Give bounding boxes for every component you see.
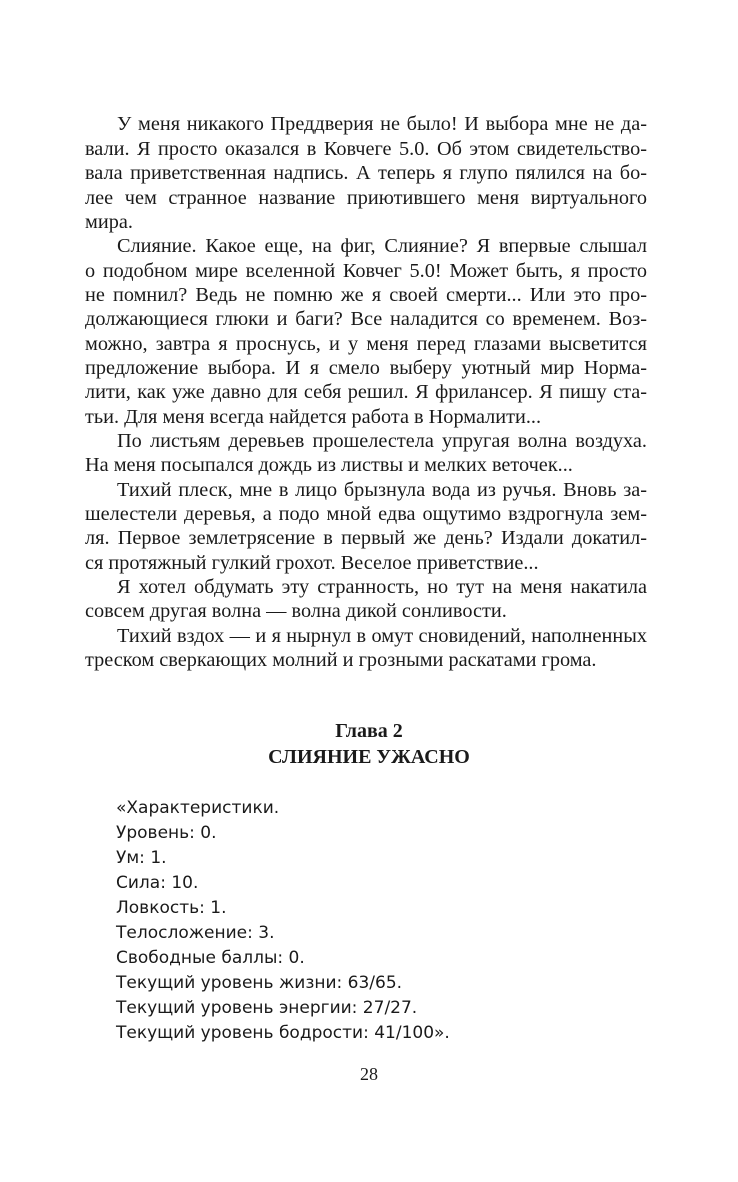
text-line: совсем другая волна — волна дикой сонливости. (85, 600, 507, 622)
chapter-number: Глава 2 (335, 720, 403, 742)
text-line: Тихий плеск, мне в лицо брызнула вода из ручья. Вновь за- (117, 479, 647, 501)
chapter-title: СЛИЯНИЕ УЖАСНО (268, 746, 470, 768)
stats-line: Телосложение: 3. (116, 923, 275, 943)
text-line: По листьям деревьев прошелестела упругая волна воздуха. (117, 430, 647, 452)
stats-line: Ловкость: 1. (116, 898, 227, 918)
stats-line: Текущий уровень жизни: 63/65. (116, 973, 403, 993)
text-line: тьи. Для меня всегда найдется работа в Нормалити... (85, 406, 542, 428)
stats-line: «Характеристики. (116, 798, 280, 818)
text-line: можно, завтра я проснусь, и у меня перед глазами высветится (85, 333, 647, 355)
text-line: лее чем странное название приютившего меня виртуального (85, 187, 647, 209)
text-line: Слияние. Какое еще, на фиг, Слияние? Я впервые слышал (117, 235, 647, 257)
stats-line: Свободные баллы: 0. (116, 948, 305, 968)
stats-line: Ум: 1. (116, 848, 167, 868)
stats-line: Текущий уровень энергии: 27/27. (116, 998, 418, 1018)
stats-line: Текущий уровень бодрости: 41/100». (116, 1023, 450, 1043)
text-line: Тихий вздох — и я нырнул в омут сновидений, наполненных (117, 625, 647, 647)
text-line: Я хотел обдумать эту странность, но тут на меня накатила (117, 576, 647, 598)
text-line: мира. (85, 211, 133, 233)
stats-line: Уровень: 0. (116, 823, 217, 843)
text-line: о подобном мире вселенной Ковчег 5.0! Может быть, я просто (85, 260, 647, 282)
text-line: не помнил? Ведь не помню же я своей смерти... Или это про- (85, 284, 647, 306)
text-line: ля. Первое землетрясение в первый же день? Издали докатил- (85, 527, 647, 549)
text-line: ся протяжный гулкий грохот. Веселое приветствие... (85, 552, 539, 574)
text-line: лити, как уже давно для себя решил. Я фрилансер. Я пишу ста- (85, 381, 647, 403)
text-line: вали. Я просто оказался в Ковчеге 5.0. Об этом свидетельство- (85, 138, 647, 160)
stats-line: Сила: 10. (116, 873, 199, 893)
text-line: На меня посыпался дождь из листвы и мелких веточек... (85, 454, 573, 476)
text-line: У меня никакого Преддверия не было! И выбора мне не да- (117, 113, 647, 135)
page-number: 28 (360, 1064, 378, 1084)
text-line: шелестели деревья, а подо мной едва ощутимо вздрогнула зем- (85, 503, 647, 525)
text-line: должающиеся глюки и баги? Все наладится со временем. Воз- (85, 308, 647, 330)
text-line: предложение выбора. И я смело выберу уютный мир Норма- (85, 357, 647, 379)
text-line: треском сверкающих молний и грозными раскатами грома. (85, 649, 597, 671)
text-line: вала приветственная надпись. А теперь я глупо пялился на бо- (85, 162, 647, 184)
